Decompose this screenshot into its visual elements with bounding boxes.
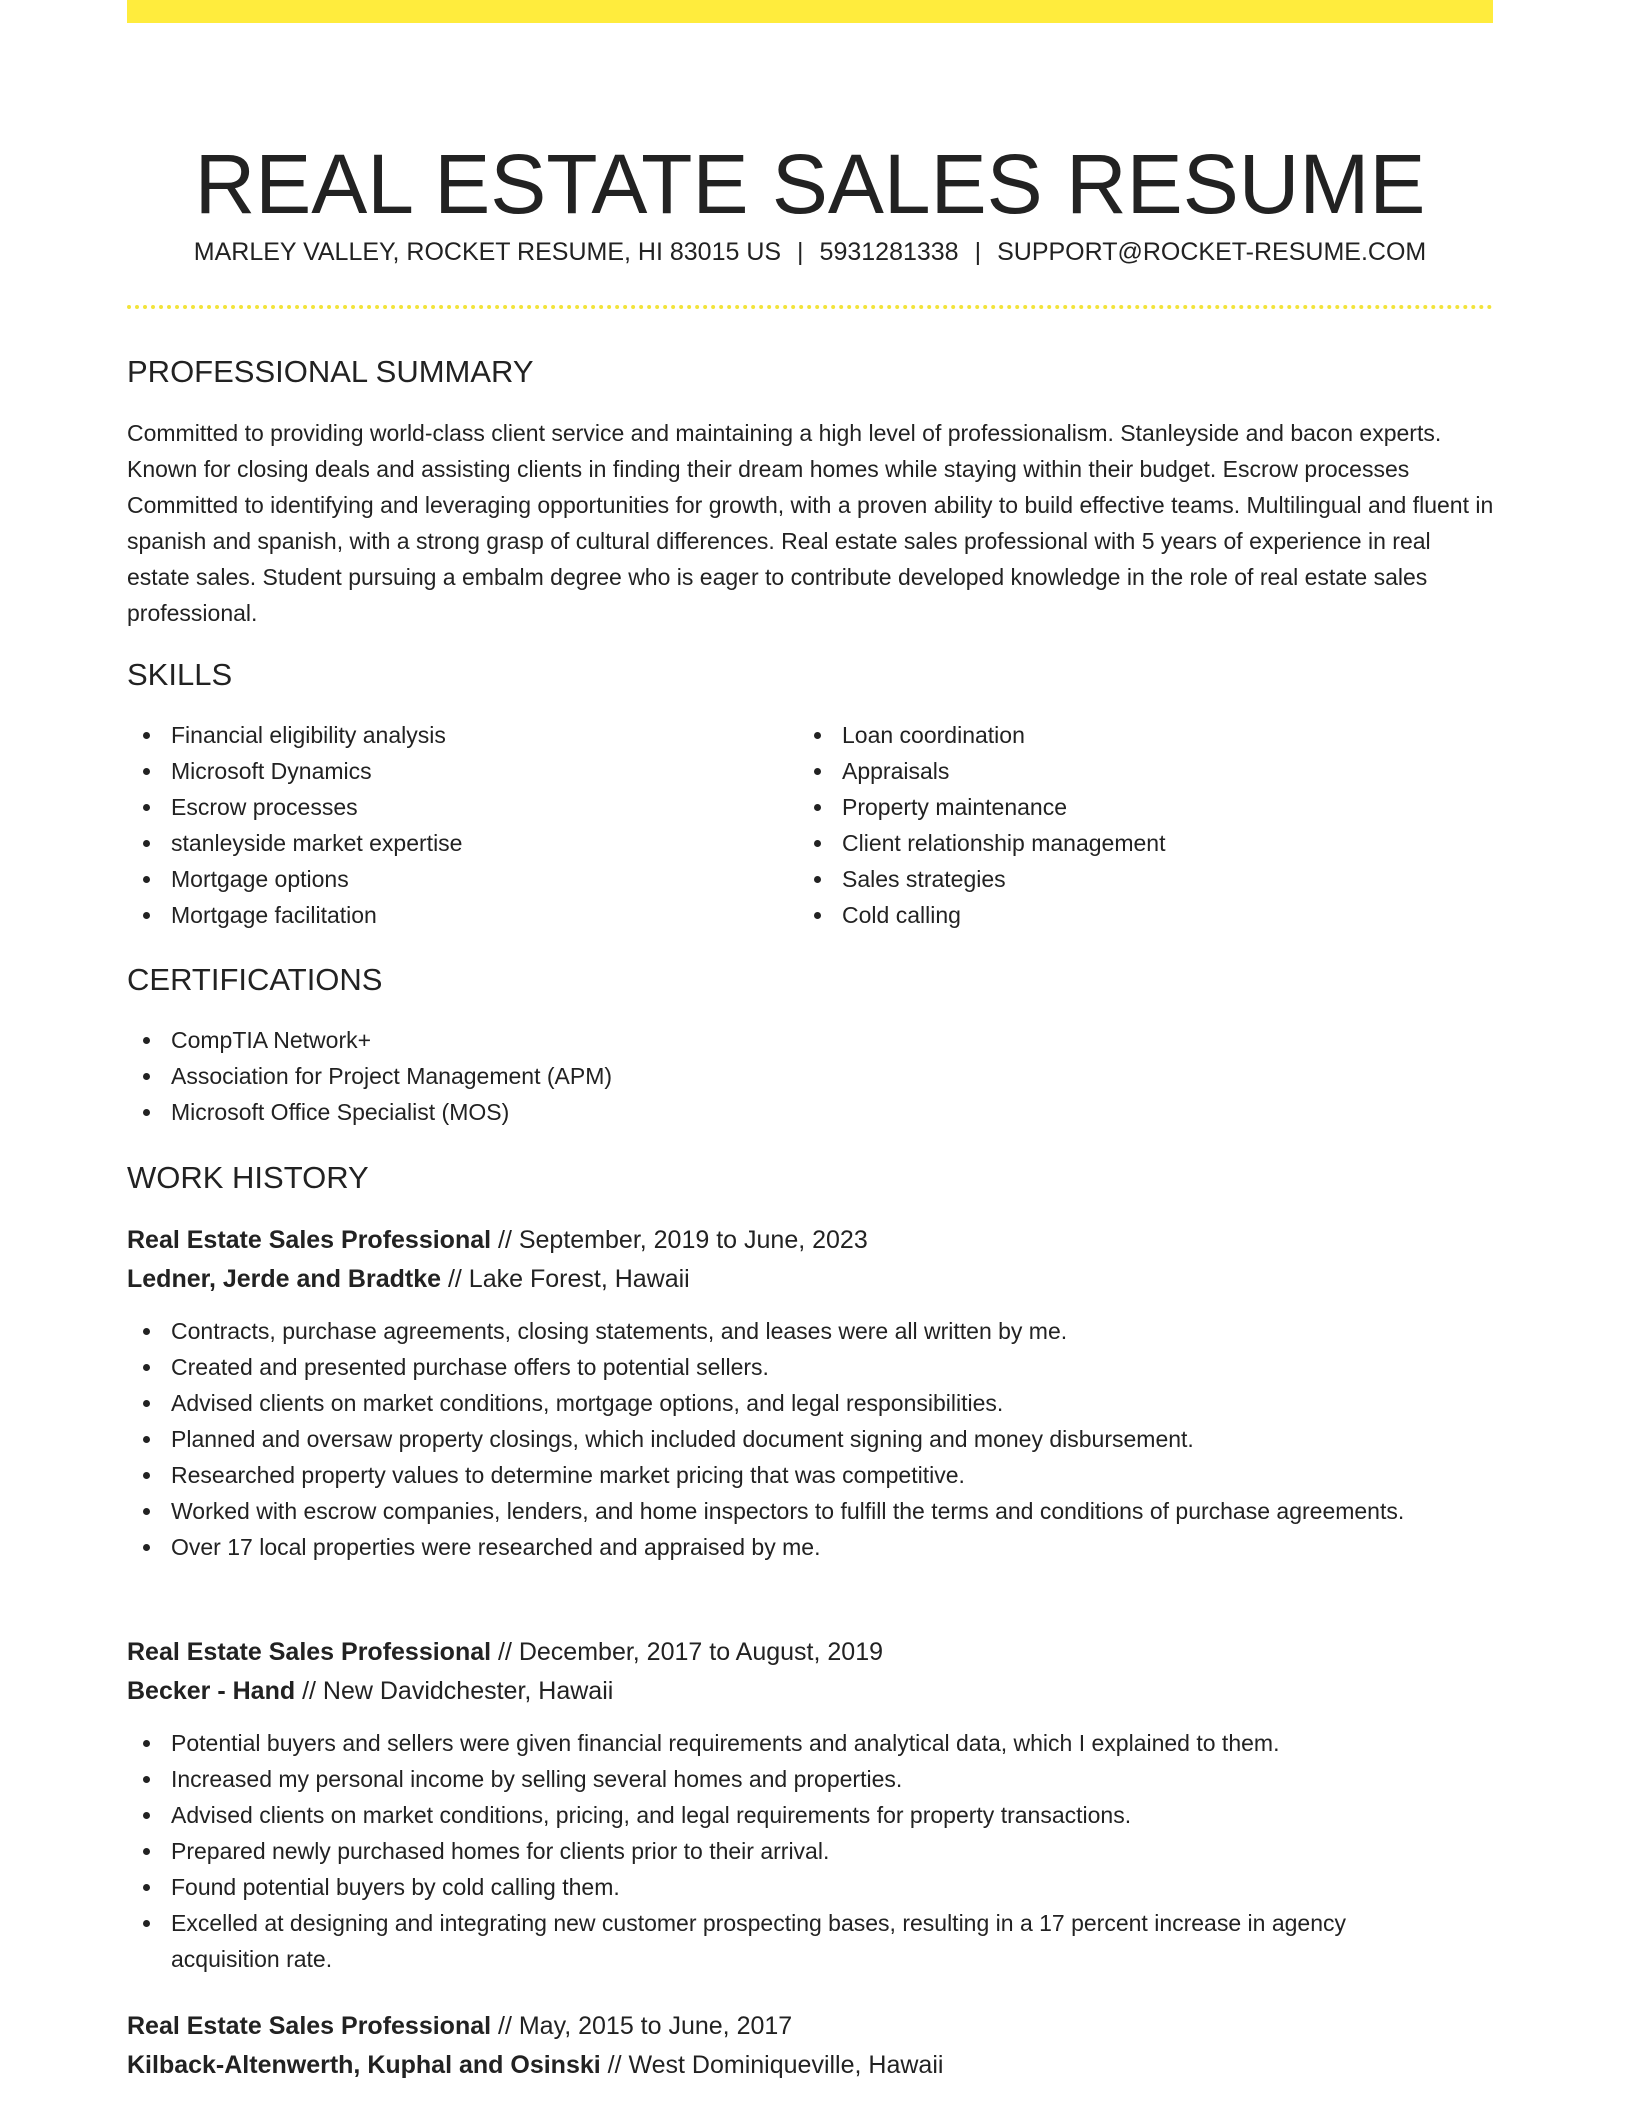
skill-item: Mortgage facilitation <box>127 897 787 933</box>
job-duty-item: Advised clients on market conditions, mortgage options, and legal responsibilities. <box>127 1385 1427 1421</box>
summary-text: Committed to providing world-class client service and maintaining a high level of professionalism. Stanleyside and bacon experts. Known for closing deals and assisting clients in finding their dream homes while staying within their budget. Escrow processes Committed to identifying and leveraging opportunities for growth, with a proven ability to build effective teams. Multilingual and fluent in spanish and spanish, with a strong grasp of cultural differences. Real estate sales professional with 5 years of experience in real estate sales. Student pursuing a embalm degree who is eager to contribute developed knowledge in the role of real estate sales professional. <box>127 420 1494 626</box>
bullet-dot <box>143 1740 150 1747</box>
bullet-dot <box>814 876 821 883</box>
job-duty-item: Contracts, purchase agreements, closing statements, and leases were all written by me. <box>127 1313 1427 1349</box>
job-company-line <box>127 1672 613 1710</box>
work-history-heading: WORK HISTORY <box>127 1160 369 1195</box>
job-title: Real Estate Sales Professional <box>127 1638 492 1666</box>
job-title: Real Estate Sales Professional <box>127 2012 492 2040</box>
bullet-dot <box>143 912 150 919</box>
contact-address: MARLEY VALLEY, ROCKET RESUME, HI 83015 US <box>193 238 782 266</box>
certifications-heading: CERTIFICATIONS <box>127 962 383 997</box>
bullet-dot <box>143 1472 150 1479</box>
dotted-divider <box>127 305 1493 309</box>
bullet-dot <box>814 768 821 775</box>
skill-item: Escrow processes <box>127 789 787 825</box>
job-duty-item: Prepared newly purchased homes for clients prior to their arrival. <box>127 1833 1457 1869</box>
bullet-dot <box>143 1508 150 1515</box>
job-duty-item: Researched property values to determine market pricing that was competitive. <box>127 1457 1427 1493</box>
job-company-line <box>127 1260 690 1298</box>
job-duties-list <box>127 1725 1457 1977</box>
job-dates: // September, 2019 to June, 2023 <box>498 1226 868 1254</box>
skill-item: stanleyside market expertise <box>127 825 787 861</box>
job-duty-item: Increased my personal income by selling several homes and properties. <box>127 1761 1457 1797</box>
bullet-dot <box>143 1920 150 1927</box>
bullet-dot <box>814 804 821 811</box>
bullet-dot <box>143 876 150 883</box>
bullet-dot <box>143 1400 150 1407</box>
skill-item: Sales strategies <box>798 861 1488 897</box>
bullet-dot <box>143 1776 150 1783</box>
skills-list-left <box>127 717 787 933</box>
skill-item: Property maintenance <box>798 789 1488 825</box>
job-company-line <box>127 2046 943 2084</box>
bullet-dot <box>814 732 821 739</box>
job-duty-item: Planned and oversaw property closings, which included document signing and money disbursement. <box>127 1421 1427 1457</box>
bullet-dot <box>143 1037 150 1044</box>
certification-item: Microsoft Office Specialist (MOS) <box>127 1094 1493 1130</box>
contact-separator: | <box>974 238 982 266</box>
bullet-dot <box>814 912 821 919</box>
bullet-dot <box>814 840 821 847</box>
job-location: // New Davidchester, Hawaii <box>302 1677 614 1705</box>
job-duty-item: Excelled at designing and integrating new customer prospecting bases, resulting in a 17 percent increase in agency acquisition rate. <box>127 1905 1457 1977</box>
skills-list-right <box>798 717 1488 933</box>
bullet-dot <box>143 1848 150 1855</box>
bullet-dot <box>143 732 150 739</box>
bullet-dot <box>143 1364 150 1371</box>
bullet-dot <box>143 1436 150 1443</box>
skill-item: Loan coordination <box>798 717 1488 753</box>
job-location: // Lake Forest, Hawaii <box>447 1265 690 1293</box>
job-duty-item: Created and presented purchase offers to potential sellers. <box>127 1349 1427 1385</box>
job-dates: // December, 2017 to August, 2019 <box>498 1638 884 1666</box>
summary-heading: PROFESSIONAL SUMMARY <box>127 354 534 389</box>
skill-item: Client relationship management <box>798 825 1488 861</box>
skill-item: Appraisals <box>798 753 1488 789</box>
job-company: Becker - Hand <box>127 1677 296 1705</box>
job-title: Real Estate Sales Professional <box>127 1226 492 1254</box>
skill-item: Mortgage options <box>127 861 787 897</box>
certification-item: Association for Project Management (APM) <box>127 1058 1493 1094</box>
contact-email: SUPPORT@ROCKET-RESUME.COM <box>997 238 1427 266</box>
bullet-dot <box>143 1073 150 1080</box>
job-company: Ledner, Jerde and Bradtke <box>127 1265 442 1293</box>
resume-title: REAL ESTATE SALES RESUME <box>194 137 1426 232</box>
job-location: // West Dominiqueville, Hawaii <box>607 2051 944 2079</box>
certification-item: CompTIA Network+ <box>127 1022 1493 1058</box>
contact-line <box>127 235 1493 269</box>
job-duty-item: Over 17 local properties were researched and appraised by me. <box>127 1529 1427 1565</box>
contact-phone: 5931281338 <box>819 238 959 266</box>
job-duty-item: Potential buyers and sellers were given financial requirements and analytical data, which I explained to them. <box>127 1725 1457 1761</box>
skill-item: Financial eligibility analysis <box>127 717 787 753</box>
bullet-dot <box>143 1328 150 1335</box>
accent-bar <box>127 0 1493 23</box>
bullet-dot <box>143 1884 150 1891</box>
job-duty-item: Found potential buyers by cold calling them. <box>127 1869 1457 1905</box>
bullet-dot <box>143 1544 150 1551</box>
job-duties-list <box>127 1313 1427 1565</box>
job-title-line <box>127 1221 868 1259</box>
bullet-dot <box>143 1109 150 1116</box>
certifications-list <box>127 1022 1493 1130</box>
skill-item: Microsoft Dynamics <box>127 753 787 789</box>
bullet-dot <box>143 768 150 775</box>
job-duty-item: Advised clients on market conditions, pricing, and legal requirements for property transactions. <box>127 1797 1457 1833</box>
bullet-dot <box>143 804 150 811</box>
skill-item: Cold calling <box>798 897 1488 933</box>
job-dates: // May, 2015 to June, 2017 <box>498 2012 793 2040</box>
bullet-dot <box>143 840 150 847</box>
skills-heading: SKILLS <box>127 657 233 692</box>
job-title-line <box>127 2007 792 2045</box>
bullet-dot <box>143 1812 150 1819</box>
contact-separator: | <box>797 238 804 266</box>
job-title-line <box>127 1633 883 1671</box>
job-duty-item: Worked with escrow companies, lenders, and home inspectors to fulfill the terms and conditions of purchase agreements. <box>127 1493 1427 1529</box>
job-company: Kilback-Altenwerth, Kuphal and Osinski <box>127 2051 601 2079</box>
